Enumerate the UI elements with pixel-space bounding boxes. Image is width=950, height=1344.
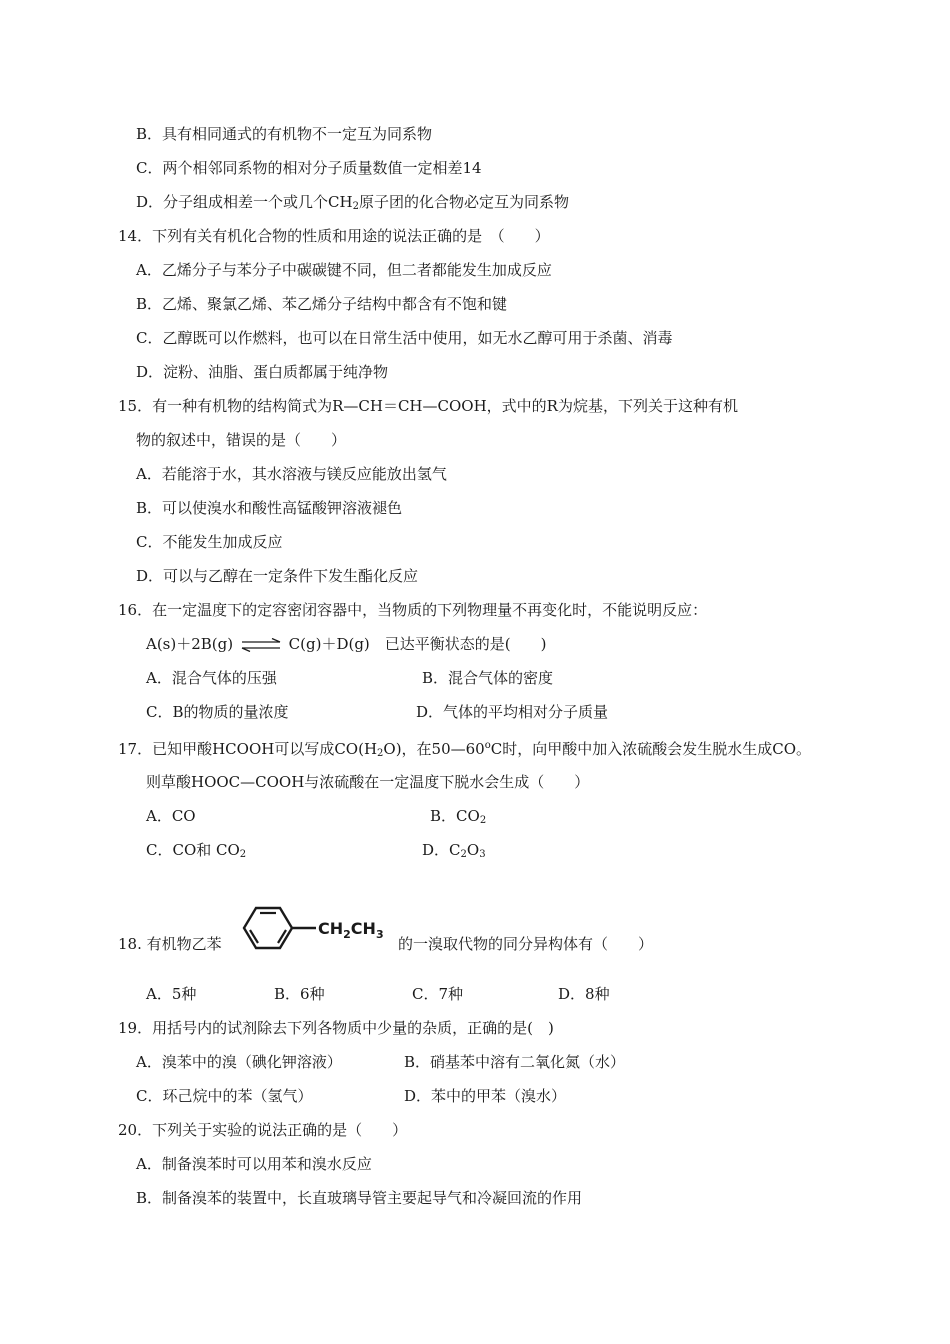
question-17-cont: 则草酸HOOC—COOH与浓硫酸在一定温度下脱水会生成（ ） [146, 773, 590, 791]
question-17 [118, 736, 811, 764]
text: O)，在50—60 [383, 740, 485, 758]
question-19: 19．用括号内的试剂除去下列各物质中少量的杂质，正确的是( ) [118, 1019, 554, 1037]
ethylbenzene-structure-icon [232, 902, 392, 954]
subscript: 2 [460, 849, 467, 860]
text: 原子团的化合物必定互为同系物 [358, 193, 569, 211]
q16-option-a: A．混合气体的压强 [146, 669, 277, 687]
q17-option-d [422, 840, 486, 865]
superscript: o [484, 740, 491, 751]
q15-option-b: B．可以使溴水和酸性高锰酸钾溶液褪色 [136, 499, 403, 517]
q13-option-d [136, 192, 569, 217]
equation-right: C(g)＋D(g) 已达平衡状态的是( ) [288, 635, 547, 653]
q19-option-b: B．硝基苯中溶有二氧化氮（水） [404, 1053, 626, 1071]
question-20: 20．下列关于实验的说法正确的是（ ） [118, 1121, 408, 1139]
q20-option-b: B．制备溴苯的装置中，长直玻璃导管主要起导气和冷凝回流的作用 [136, 1189, 583, 1207]
equilibrium-arrow-icon [240, 638, 282, 652]
text: B．CO [430, 807, 480, 825]
subscript: 3 [479, 849, 486, 860]
q20-option-a: A．制备溴苯时可以用苯和溴水反应 [136, 1155, 372, 1173]
q18-option-a: A．5种 [146, 985, 197, 1003]
text: D．分子组成相差一个或几个CH [136, 193, 353, 211]
q17-option-b [430, 806, 486, 831]
question-18-post: 的一溴取代物的同分异构体有（ ） [398, 935, 654, 953]
q16-equation [146, 634, 547, 654]
question-16: 16．在一定温度下的定容密闭容器中，当物质的下列物理量不再变化时，不能说明反应： [118, 601, 708, 619]
text: O [466, 841, 480, 859]
structure-subscript: 3 [375, 928, 384, 941]
subscript: 2 [479, 815, 487, 826]
q16-option-d: D．气体的平均相对分子质量 [416, 703, 609, 721]
q13-option-b: B．具有相同通式的有机物不一定互为同系物 [136, 125, 433, 143]
q15-option-a: A．若能溶于水，其水溶液与镁反应能放出氢气 [136, 465, 447, 483]
q19-option-a: A．溴苯中的溴（碘化钾溶液） [136, 1053, 342, 1071]
q13-option-c: C．两个相邻同系物的相对分子质量数值一定相差14 [136, 159, 482, 177]
q18-option-b: B．6种 [274, 985, 325, 1003]
q17-option-a: A．CO [146, 807, 196, 825]
text: D．C [422, 841, 461, 859]
q14-option-c: C．乙醇既可以作燃料，也可以在日常生活中使用，如无水乙醇可用于杀菌、消毒 [136, 329, 673, 347]
equation-left: A(s)＋2B(g) [146, 635, 234, 653]
structure-text: CH [350, 919, 376, 938]
question-15: 15．有一种有机物的结构简式为R—CH＝CH—COOH，式中的R为烷基，下列关于这种有机 [118, 397, 738, 415]
q15-option-c: C．不能发生加成反应 [136, 533, 283, 551]
subscript: 2 [239, 849, 247, 860]
q14-option-a: A．乙烯分子与苯分子中碳碳键不同，但二者都能发生加成反应 [136, 261, 552, 279]
subscript: 2 [377, 748, 384, 759]
q14-option-b: B．乙烯、聚氯乙烯、苯乙烯分子结构中都含有不饱和键 [136, 295, 508, 313]
structure-text: CH [318, 919, 344, 938]
q16-option-b: B．混合气体的密度 [422, 669, 554, 687]
text: C．CO和 CO [146, 841, 240, 859]
question-15-cont: 物的叙述中，错误的是（ ） [136, 431, 347, 449]
subscript: 2 [352, 201, 359, 212]
q18-option-d: D．8种 [558, 985, 610, 1003]
structure-subscript: 2 [343, 928, 351, 941]
q17-option-c [146, 840, 246, 865]
q19-option-c: C．环己烷中的苯（氢气） [136, 1087, 313, 1105]
text: C时，向甲酸中加入浓硫酸会发生脱水生成CO。 [490, 740, 812, 758]
svg-text:CH2CH3 [318, 919, 384, 941]
q14-option-d: D．淀粉、油脂、蛋白质都属于纯净物 [136, 363, 389, 381]
q19-option-d: D．苯中的甲苯（溴水） [404, 1087, 567, 1105]
text: 17．已知甲酸HCOOH可以写成CO(H [118, 740, 378, 758]
q16-option-c: C．B的物质的量浓度 [146, 703, 289, 721]
question-18-pre: 18. 有机物乙苯 [118, 935, 222, 953]
q18-option-c: C．7种 [412, 985, 464, 1003]
q15-option-d: D．可以与乙醇在一定条件下发生酯化反应 [136, 567, 419, 585]
question-14: 14．下列有关有机化合物的性质和用途的说法正确的是 （ ） [118, 227, 550, 245]
